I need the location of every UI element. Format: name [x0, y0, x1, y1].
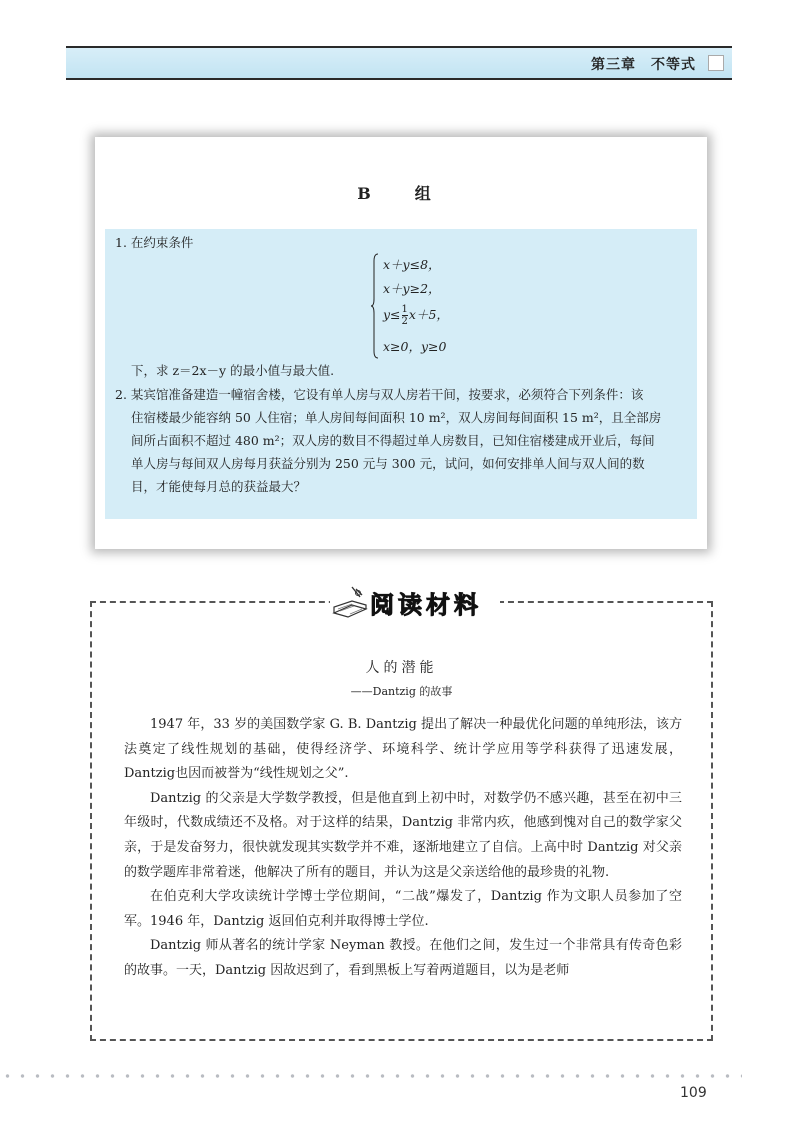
fraction-one-half	[402, 304, 408, 327]
constraint-3-right: x＋5，	[408, 307, 449, 322]
fraction-numerator: 1	[401, 304, 408, 315]
constraint-2: x＋y≥2，	[383, 281, 441, 296]
article-paragraph: 在伯克利大学攻读统计学博士学位期间，“二战”爆发了，Dantzig 作为文职人员参加了空军。1946 年，Dantzig 返回伯克利并取得博士学位.	[124, 889, 682, 929]
fraction-denominator: 2	[401, 316, 408, 327]
group-title: B 组	[357, 184, 445, 203]
constraint-1: x＋y≤8，	[383, 257, 441, 272]
exercise-body	[105, 229, 697, 519]
question-1-goal: 下，求 z＝2x－y 的最小值与最大值.	[131, 363, 335, 378]
reading-banner-title: 阅读材料	[370, 591, 482, 619]
chapter-header-bar	[66, 46, 732, 80]
constraint-4: x≥0，y≥0	[383, 339, 447, 354]
question-1-label: 1. 在约束条件	[115, 235, 194, 250]
exercise-panel	[95, 137, 707, 549]
book-icon	[330, 583, 370, 623]
article-body	[124, 713, 682, 984]
reading-banner	[330, 581, 500, 627]
page-number: 109	[680, 1085, 707, 1101]
article-title: 人的潜能	[365, 660, 438, 676]
question-2-line: 2. 某宾馆准备建造一幢宿舍楼，它设有单人房与双人房若干间，按要求，必须符合下列条件：该	[115, 387, 644, 402]
question-2-line: 目，才能使每月总的获益最大？	[131, 479, 307, 494]
header-square-decoration	[708, 55, 724, 71]
article-subtitle: ——Dantzig 的故事	[350, 685, 453, 698]
question-2-line: 间所占面积不超过 480 m²；双人房的数目不得超过单人房数目，已知住宿楼建成开业后，每间	[131, 433, 655, 448]
constraint-3	[383, 303, 449, 327]
reading-material-box	[90, 591, 713, 1041]
footer-dot-divider	[0, 1073, 742, 1079]
article-paragraph: 1947 年，33 岁的美国数学家 G. B. Dantzig 提出了解决一种最优化问题的单纯形法，该方法奠定了线性规划的基础，使得经济学、环境科学、统计学应用等学科获得了迅速发展，Dantzig也因而被誉为“线性规划之父”.	[124, 717, 682, 782]
article-paragraph: Dantzig 的父亲是大学数学教授，但是他直到上初中时，对数学仍不感兴趣，甚至在初中三年级时，代数成绩还不及格。对于这样的结果，Dantzig 非常内疚，他感到愧对自己的数学家父亲，于是发奋努力，很快就发现其实数学并不难，逐渐地建立了自信。上高中时 Dantzig 对父亲的数学题库非常着迷，他解决了所有的题目，并认为这是父亲送给他的最珍贵的礼物.	[124, 790, 682, 880]
chapter-title: 第三章 不等式	[591, 57, 696, 73]
brace-icon	[371, 253, 379, 359]
constraint-system	[371, 253, 491, 359]
question-2-line: 单人房与每间双人房每月获益分别为 250 元与 300 元，试问，如何安排单人间与双人间的数	[131, 456, 645, 471]
article-paragraph: Dantzig 师从著名的统计学家 Neyman 教授。在他们之间，发生过一个非常具有传奇色彩的故事。一天，Dantzig 因故迟到了，看到黑板上写着两道题目，以为是老师	[124, 938, 682, 978]
question-2	[115, 383, 687, 498]
constraint-3-left: y≤	[383, 307, 401, 322]
question-2-line: 住宿楼最少能容纳 50 人住宿；单人房间每间面积 10 m²，双人房间每间面积 15 m²，且全部房	[131, 410, 662, 425]
